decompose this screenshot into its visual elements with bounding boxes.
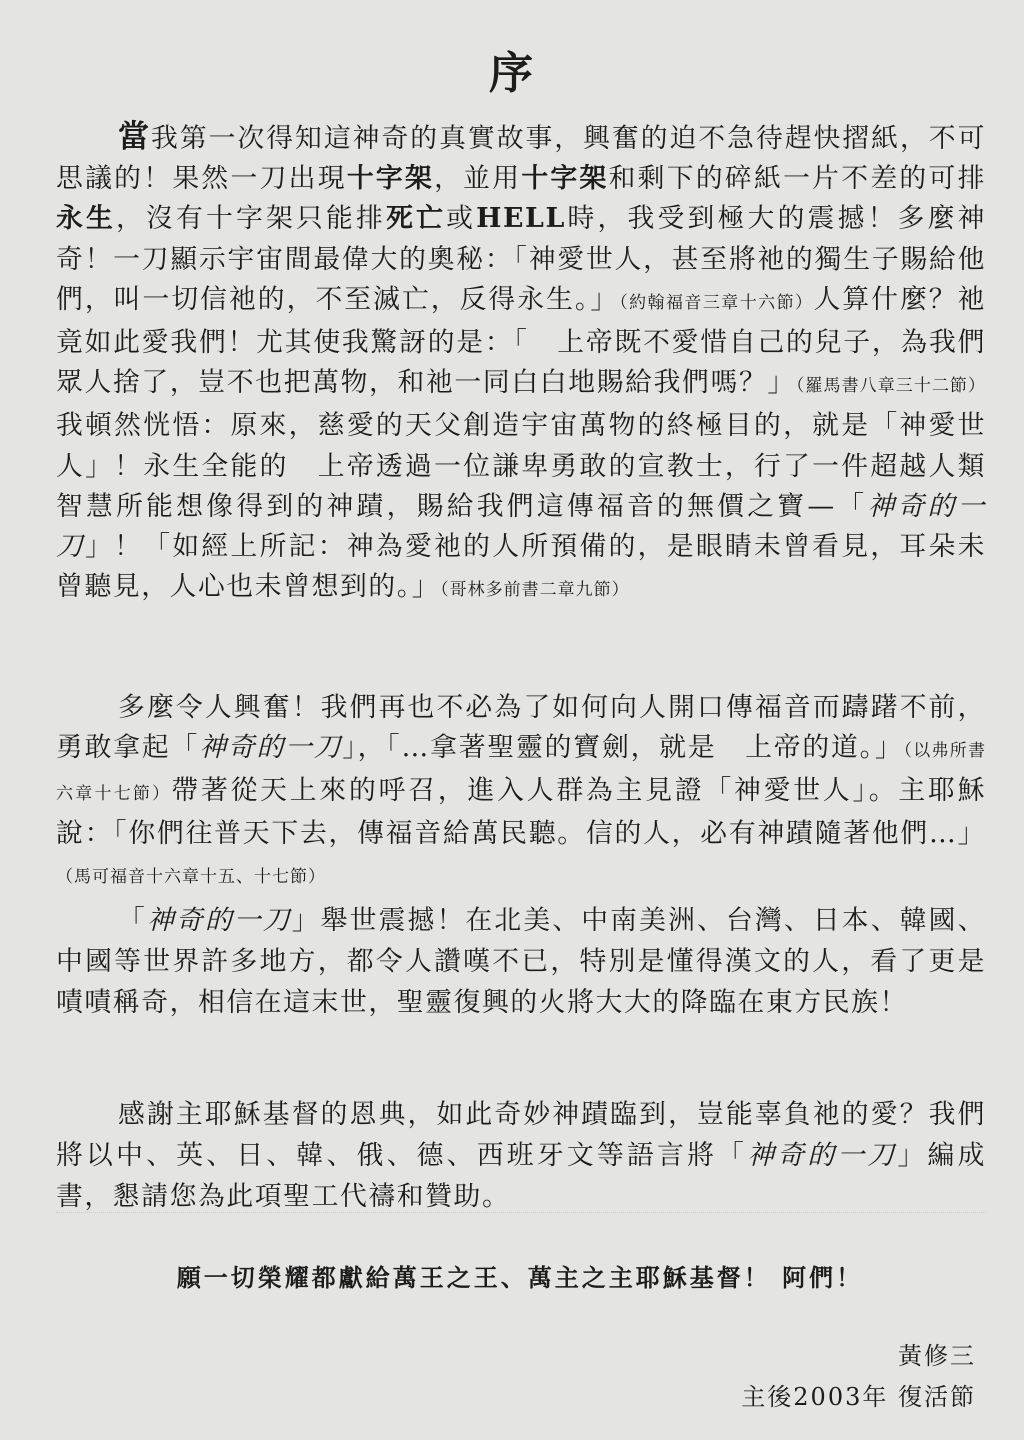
- closing-blessing: 願一切榮耀都獻給萬王之王、萬主之主耶穌基督！ 阿們！: [176, 1263, 864, 1292]
- text-run: 當: [118, 119, 152, 155]
- text-run: 神奇的一刀: [199, 732, 343, 763]
- text-run: 」！「如經上所記：神為愛祂的人所預備的，是眼睛未曾看見，耳朵未曾聽見，人心也未曾想到的。」: [56, 531, 986, 603]
- paragraph-4: [56, 1094, 986, 1217]
- text-run: 時，我受到極大的震撼！多麼神奇！一刀顯示宇宙間最偉大的奧秘：「神愛世人，甚至將祂的獨生子賜給他們，叫一切信祂的，不至滅亡，反得永生。」: [56, 203, 986, 315]
- text-run: 」編成書，懇請您為此項聖工代禱和贊助。: [56, 1140, 986, 1212]
- divider: [56, 1212, 986, 1213]
- text-run: ，沒有十字架只能排: [116, 203, 387, 235]
- text-run: 或: [446, 203, 477, 235]
- text-run: 」舉世震撼！在北美、中南美洲、台灣、日本、韓國、中國等世界許多地方，都令人讚嘆不已，特別是懂得漢文的人，看了更是嘖嘖稱奇，相信在這末世，聖靈復興的火將大大的降臨在東方民族！: [56, 905, 986, 1018]
- text-run: 死亡: [386, 203, 447, 235]
- text-run: 多麼令人興奮！我們再也不必為了如何向人開口傳福音而躊躇不前，勇敢拿起「: [56, 692, 986, 763]
- text-run: （馬可福音十六章十五、十七節）: [56, 867, 326, 887]
- text-run: （約翰福音三章十六節）: [619, 292, 814, 313]
- text-run: 神奇的一刀: [146, 905, 292, 936]
- text-run: 我頓然恍悟：原來，慈愛的天父創造宇宙萬物的終極目的，就是「神愛世人」！永生全能的 上帝透過一位謙卑勇敢的宣教士，行了一件超越人類智慧所能想像得到的神蹟，賜給我們這傳福音的無價之寶—「: [56, 410, 986, 522]
- text-run: HELL: [476, 203, 566, 235]
- paragraph-1: [56, 117, 986, 610]
- text-run: （羅馬書八章三十二節）: [795, 376, 986, 397]
- text-run: （以弗所書六章十七節）: [56, 741, 987, 804]
- text-run: 「: [118, 905, 147, 936]
- text-run: 十字架: [521, 163, 609, 195]
- text-run: 神奇的一刀: [747, 1140, 898, 1171]
- text-run: 十字架: [346, 163, 435, 195]
- text-run: 」，「…拿著聖靈的寶劍，就是 上帝的道。」: [342, 732, 904, 763]
- text-run: 人算什麼？祂竟如此愛我們！尤其使我驚訝的是：「 上帝既不愛惜自己的兒子，為我們眾人捨了，豈不也把萬物，和祂一同白白地賜給我們嗎？」: [56, 283, 986, 399]
- paragraph-3: [56, 900, 986, 1023]
- text-run: 我第一次得知這神奇的真實故事，興奮的迫不急待趕快摺紙，不可思議的！果然一刀出現: [56, 123, 986, 195]
- author-name: 黃修三: [898, 1342, 976, 1370]
- text-run: ，並用: [434, 163, 522, 195]
- text-run: 和剩下的碎紙一片不差的可排: [608, 163, 986, 195]
- page-title: 序: [489, 48, 535, 99]
- text-run: 神奇的一刀: [56, 490, 986, 563]
- paragraph-2: [56, 688, 986, 897]
- text-run: 帶著從天上來的呼召，進入人群為主見證「神愛世人」。主耶穌說：「你們往普天下去，傳福音給萬民聽。信的人，必有神蹟隨著他們…」: [56, 775, 986, 849]
- date-line: 主後2003年 復活節: [741, 1383, 976, 1411]
- text-run: 感謝主耶穌基督的恩典，如此奇妙神蹟臨到，豈能辜負祂的愛？我們將以中、英、日、韓、俄、德、西班牙文等語言將「: [56, 1099, 986, 1171]
- text-run: （哥林多前書二章九節）: [440, 580, 630, 601]
- text-run: 永生: [56, 203, 117, 235]
